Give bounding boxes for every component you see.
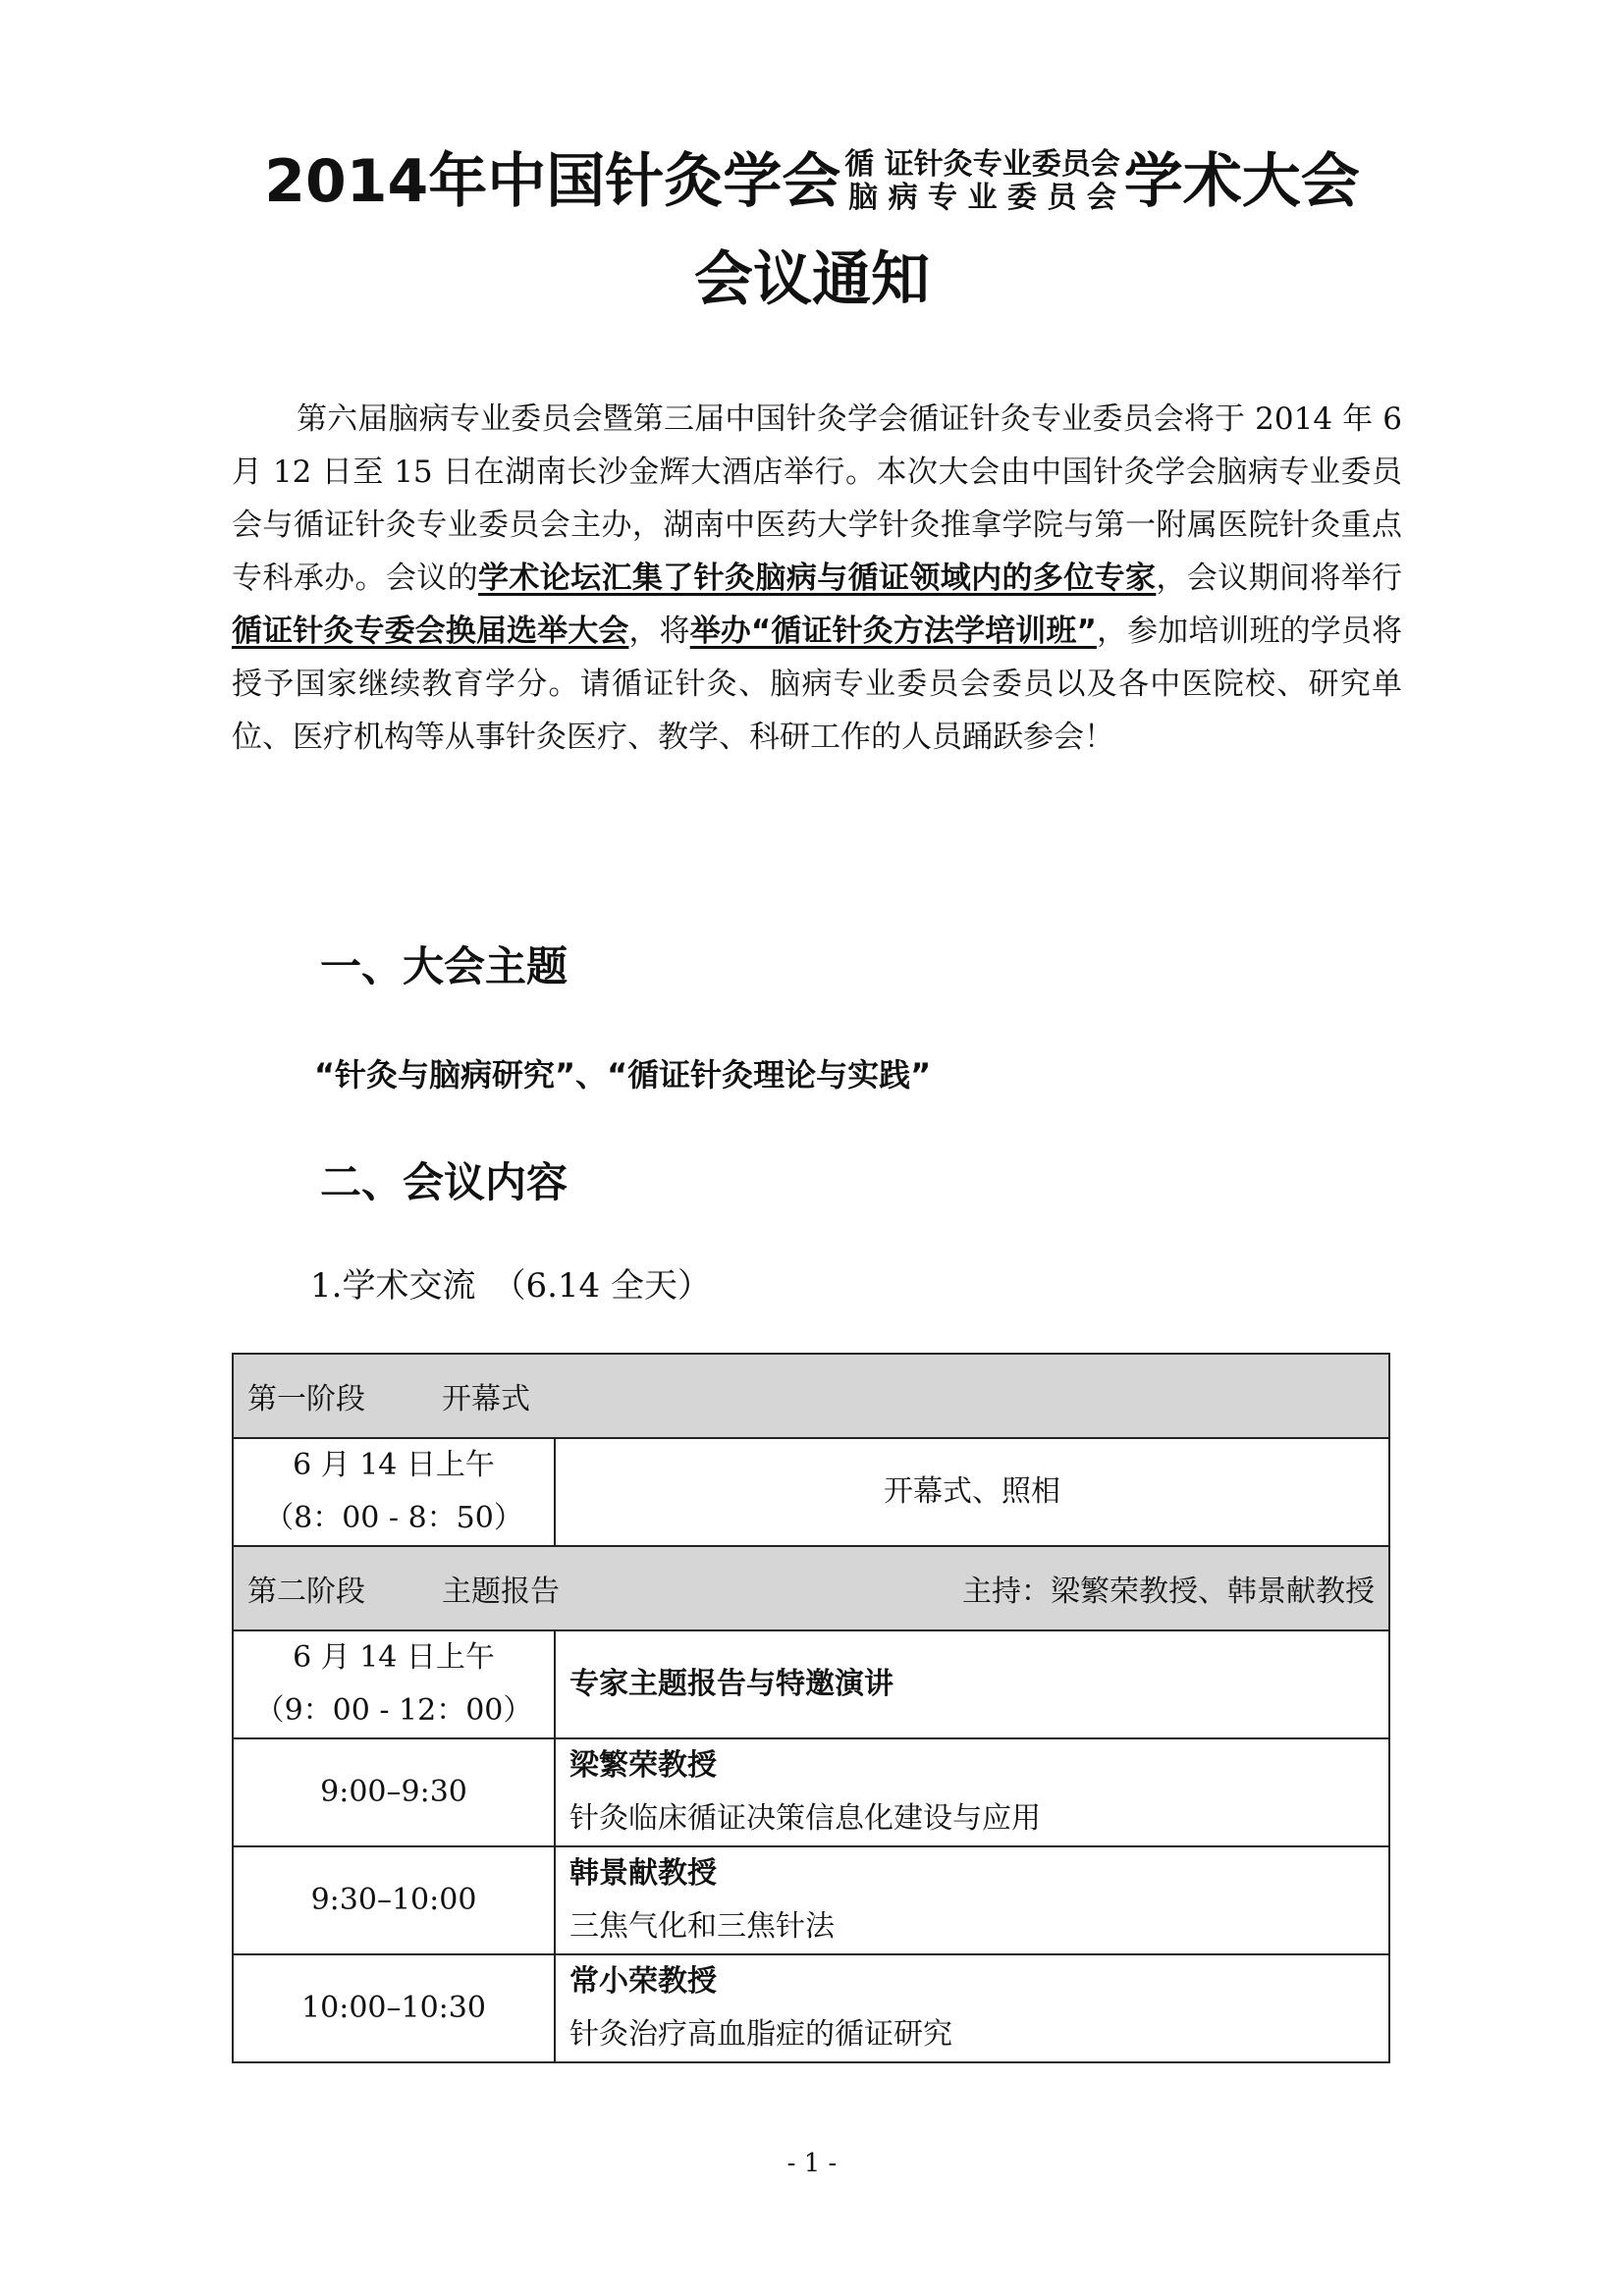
session-desc: 专家主题报告与特邀演讲 (555, 1630, 1389, 1738)
title-line-1 (0, 147, 1624, 216)
table-row (233, 1846, 1389, 1954)
section-2-subheading: 1.学术交流 （6.14 全天） (310, 1266, 711, 1306)
talk-topic: 针灸治疗高血脂症的循证研究 (569, 2017, 952, 2052)
title-line-2: 会议通知 (694, 245, 930, 314)
intro-text-2: ，会议期间将举行 (1156, 561, 1403, 596)
table-row (233, 1630, 1389, 1738)
title-committee-stack (844, 148, 1119, 215)
page-number: - 1 - (786, 2149, 838, 2178)
talk-time: 9:00–9:30 (233, 1738, 555, 1846)
title-suffix: 学术大会 (1123, 147, 1360, 216)
talk-time: 9:30–10:00 (233, 1846, 555, 1954)
stage-1-name: 开幕式 (442, 1382, 530, 1416)
talk-speaker: 梁繁荣教授 (569, 1748, 717, 1783)
stage-row-2 (233, 1546, 1389, 1630)
talk-cell (555, 1846, 1389, 1954)
talk-topic: 三焦气化和三焦针法 (569, 1909, 835, 1944)
talk-cell (555, 1738, 1389, 1846)
title-stack-bottom: 脑 病 专 业 委 员 会 (848, 181, 1116, 215)
stage-2-name: 主题报告 (442, 1575, 560, 1609)
section-1-heading: 一、大会主题 (320, 942, 568, 990)
table-row (233, 1438, 1389, 1546)
session-time: （9：00 - 12：00） (254, 1693, 533, 1728)
intro-text-4: ，参加培训班的学员将授予国家继续教育学分。请循证针灸、脑病专业委员会委员以及各中医院校、研究单位、医疗机构等从事针灸医疗、教学、科研工作的人员踊跃参会！ (232, 614, 1403, 755)
title-prefix: 2014年中国针灸学会 (264, 147, 841, 216)
table-row (233, 1954, 1389, 2062)
title-stack-top: 循 证针灸专业委员会 (844, 147, 1120, 182)
intro-paragraph (232, 393, 1402, 764)
intro-text-3: ，将 (628, 614, 690, 649)
stage-2-label: 第二阶段 (247, 1575, 365, 1609)
session-date: 6 月 14 日上午 (293, 1640, 495, 1675)
table-row (233, 1738, 1389, 1846)
talk-time: 10:00–10:30 (233, 1954, 555, 2062)
talk-cell (555, 1954, 1389, 2062)
intro-highlight-2: 循证针灸专委会换届选举大会 (232, 614, 629, 649)
intro-text-1: 第六届脑病专业委员会暨第三届中国针灸学会循证针灸专业委员会将于 2014 年 6 月 12 日至 15 日在湖南长沙金辉大酒店举行。本次大会由中国针灸学会脑病专业委员会与循证针灸专业委员会主办，湖南中医药大学针灸推拿学院与第一附属医院针灸重点专科承办。会议的 (232, 401, 1402, 596)
talk-topic: 针灸临床循证决策信息化建设与应用 (569, 1801, 1041, 1836)
stage-2-host: 主持：梁繁荣教授、韩景献教授 (962, 1575, 1375, 1609)
intro-highlight-1: 学术论坛汇集了针灸脑病与循证领域内的多位专家 (478, 561, 1157, 596)
section-2-heading: 二、会议内容 (320, 1158, 568, 1206)
schedule-table (232, 1353, 1390, 2063)
session-desc: 开幕式、照相 (555, 1438, 1389, 1546)
talk-speaker: 常小荣教授 (569, 1964, 717, 1999)
stage-1-label: 第一阶段 (247, 1382, 365, 1416)
intro-highlight-3: 举办“循证针灸方法学培训班” (689, 614, 1097, 649)
session-date: 6 月 14 日上午 (293, 1448, 495, 1482)
session-time: （8：00 - 8：50） (264, 1501, 523, 1535)
talk-speaker: 韩景献教授 (569, 1856, 717, 1891)
session-time-cell (233, 1438, 555, 1546)
section-1-theme: “针灸与脑病研究”、“循证针灸理论与实践” (314, 1056, 932, 1094)
session-time-cell (233, 1630, 555, 1738)
stage-row-1 (233, 1354, 1389, 1438)
